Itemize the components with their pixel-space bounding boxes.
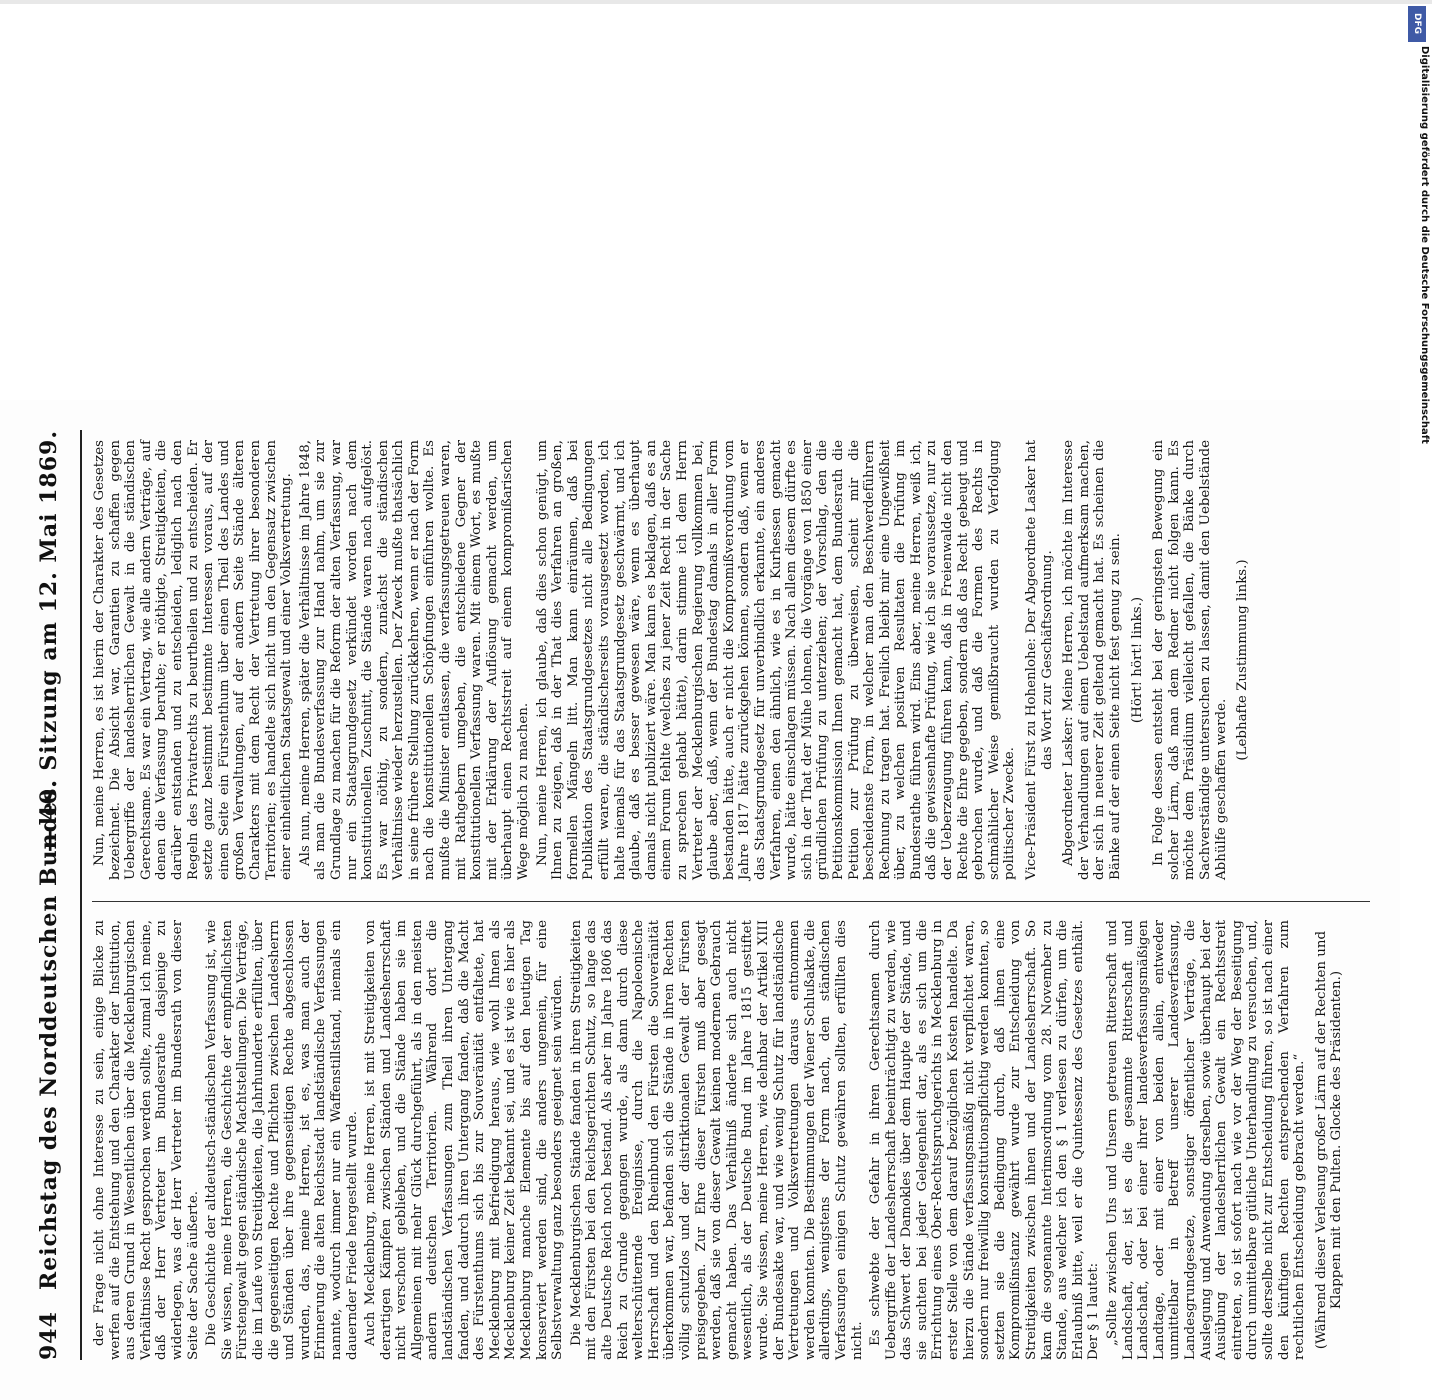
stage-direction: (Lebhafte Zustimmung links.) [1235,559,1251,761]
page-header [30,430,76,1360]
stage-direction: (Während dieser Verlesung großer Lärm auf der Rechten und Klappen mit den Pulten. Glocke des Präsidenten.) [1313,930,1345,1350]
paragraph: Auch Mecklenburg, meine Herren, ist mit Streitigkeiten von derartigen Kämpfen zwischen Ständen und Landesherrschaft nicht verschont geblieben, und die Stände haben sie im Allgemeinen mit mehr Glück durchgeführt, als in den meisten andern deutschen Territorien. Während dort die landständischen Verfassungen zum Theil ihren Untergang fanden, und dadurch ihren Untergang fanden, daß die Macht des Fürstenthums sich bis zur Souveränität entfaltete, hat Mecklenburg mit Befriedigung heraus, wie wohl Ihnen als Mecklenburg keiner Zeit bekannt sei, und es ist wie es hier als Mecklenburg manche Elemente bis auf den heutigen Tag konserviert werden sind, die anders ungemein, für eine Selbstverwaltung ganz besonders geeignet sein würden. [363,920,566,1360]
paragraph: Als nun, meine Herren, später die Verhältnisse im Jahre 1848, als man die Bundesverfassung zur Hand nahm, um sie zur Grundlage zu machen für die Reform der alten Verfassung, war nur ein Staatsgrundgesetz verkündet worden nach dem konstitutionellen Zuschnitt, die Stände waren nach aufgelöst. Es war nöthig, zu sondern, zunächst die ständischen Verhältnisse wieder herzustellen. Der Zweck mußte thatsächlich in seine frühere Stellung zurückkehren, wenn er nach der Form nach die konstitutionellen Schöpfungen einführen wollte. Es mußte die Minister entlassen, die verfassungsgetreuen waren, mit Rathgebern umgeben, die entschiedene Gegner der konstitutionellen Verfassung waren. Mit einem Wort, es mußte mit der Erklärung der Auflösung gemacht werden, um überhaupt einen Rechtsstreit auf einem kompromißarischen Wege möglich zu machen. [297,440,532,880]
scan-edge [0,0,1432,4]
column-divider [92,901,1370,902]
session-title: — 40. Sitzung am 12. Mai 1869. [36,430,62,853]
rotated-page-content [0,400,1400,1400]
digitization-stamp [1404,6,1430,696]
speaker-announcement: Vice-Präsident Fürst zu Hohenlohe: Der Abgeordnete Lasker hat das Wort zur Geschäftsordnung. [1024,440,1055,880]
paragraph: Nun, meine Herren, ich glaube, daß dies schon genügt, um Ihnen zu zeigen, daß in der That dies Verfahren an großen, formellen Mängeln litt. Man kann einräumen, daß bei Publikation des Staatsgrundgesetzes nicht alle Bedingungen erfüllt waren, die ständischerseits vorausgesetzt worden, ich halte niemals für das Staatsgrundgesetz geschwärmt, und ich glaube, daß es besser gewesen wäre, wenn es überhaupt damals nicht publiziert wäre. Man kann es beklagen, daß es an einem Forum fehlte (welches zu jener Zeit Recht in der Sache zu sprechen gehabt hätte), darin stimme ich dem Herrn Vertreter der Mecklenburgischen Regierung vollkommen bei, glaube aber, daß, wenn der Bundestag damals in aller Form bestanden hätte, auch er nicht die Kompromißverordnung vom Jahre 1817 hätte zurückgehen können, sondern daß, wenn er das Staatsgrundgesetz für unverbindlich erkannte, ein anderes Verfahren, einen den ähnlich, wie es in Kurhessen gemacht wurde, hätte einschlagen müssen. Nach allem diesem dürfte es sich in der That der Mühe lohnen, die Vorgänge von 1850 einer gründlichen Prüfung zu unterziehen; der Vorschlag, den die Petitionskommission Ihnen gemacht hat, dem Bundesrath die Petition zur Prüfung zu überweisen, scheint mir die bescheidenste Form, in welcher man den Beschwerdeführern Rechnung zu tragen hat. Freilich bleibt mir eine Ungewißheit über, zu welchen positiven Resultaten die Prüfung im Bundesrathe führen wird. Eins aber, meine Herren, weiß ich, daß die gewissenhafte Prüfung, wie ich sie voraussetze, nur zu der Ueberzeugung führen kann, daß in Freienwalde nicht den Rechte die Ehre gegeben, sondern daß das Recht gebeugt und gebrochen wurde, und daß die Formen des Rechts in schmählicher Weise gemißbraucht wurden zu Verfolgung politischer Zwecke. [534,440,1018,880]
quotation-paragraph: „Sollte zwischen Uns und Unsern getreuen Ritterschaft und Landschaft, der, ist es die gesammte Ritterschaft und Landschaft, oder bei einer ihrer landesverfassungsmäßigen Landtage, oder mit einer von beiden allein, entweder unmittelbar in Betreff unserer Landesverfassung, Landesgrundgesetze, sonstiger öffentlicher Verträge, die Auslegung und Anwendung derselben, sowie überhaupt bei der Ausübung der landesherrlichen Gewalt ein Rechtsstreit eintreten, so ist sofort nach wie vor der Weg der Beseitigung durch unmittelbare gütliche Unterhandlung zu versuchen, und, sollte derselbe nicht zur Entscheidung führen, so ist nach einer den künftigen Rechten entsprechenden Verfahren zum rechtlichen Entscheidung gebracht werden.“ [1105,920,1308,1360]
stage-direction: (Hört! hört! links.) [1129,596,1145,724]
running-title: Reichstag des Norddeutschen Bundes. [36,778,62,1290]
paragraph: In Folge dessen entsteht bei der geringsten Bewegung ein solcher Lärm, daß man dem Redner nicht folgen kann. Es möchte dem Präsidium vielleicht gefallen, die Bänke durch Sachverständige untersuchen zu lassen, damit den Uebelstände Abhülfe geschaffen werde. [1151,440,1229,880]
digitization-credit: Digitalisierung gefördert durch die Deutsche Forschungsgemeinschaft [1419,46,1430,444]
header-rule [80,430,82,1360]
paragraph: Es schwebte der Gefahr in ihren Gerechtsamen durch Uebergriffe der Landesherrschaft beeinträchtigt zu werden, wie das Schwert der Damokles über dem Haupte der Stände, und sie suchten bei jeder Gelegenheit dar, als es sich um die Errichtung eines Ober-Rechtsspruchgerichts in Mecklenburg in erster Stelle von dem darauf bezüglichen Kosten handelte. Da hierzu die Stände verfassungsmäßig nicht verpflichtet waren, sondern nur freiwillig konstitutionspflichtig werden konnten, so setzten sie die Bedingung durch, daß ihnen eine Kompromißinstanz gewährt wurde zur Entscheidung von Streitigkeiten zwischen ihnen und der Landesherrschaft. So kam die sogenannte Interimsordnung vom 28. November zu Stande, aus welcher ich den § 1 verlesen zu dürfen, um die Erlaubniß bitte, weil er die Quintessenz des Gesetzes enthält. Der § 1 lautet: [868,920,1102,1360]
left-column [92,920,1370,1360]
paragraph: der Frage nicht ohne Interesse zu sein, einige Blicke zu werfen auf die Entstehung und den Charakter der Institution, aus deren Grund in Wesentlichen über die Mecklenburgischen Verhältnisse Recht gesprochen werden sollte, zumal ich meine, daß der Herr Vertreter im Bundesrathe dasjenige zu widerlegen, was der Herr Vertreter im Bundesrath von dieser Seite der Sache äußerte. [92,920,201,1360]
paragraph: Nun, meine Herren, es ist hierin der Charakter des Gesetzes bezeichnet. Die Absicht war, Garantien zu schaffen gegen Uebergriffe der landesherrlichen Gewalt in die ständischen Gerechtsame. Es war ein Vertrag, wie alle andern Verträge, auf denen die Verfassung beruhte; er nöthigte, Streitigkeiten, die darüber entstanden und zu entscheiden, lediglich nach den Regeln des Privatrechts zu beurtheilen und zu entscheiden. Er setzte ganz bestimmt bestimmte Interessen voraus, auf der einen Seite ein Fürstenthum über einen Theil des Landes und großen Verwaltungen, auf der andern Seite Stände älteren Charakters mit dem Recht der Vertretung ihrer besonderen Territorien; es handelte sich nicht um den Gegensatz zwischen einer einheitlichen Staatsgewalt und einer Volksvertretung. [92,440,295,880]
paragraph: Abgeordneter Lasker: Meine Herren, ich möchte im Interesse der Verhandlungen auf einen Uebelstand aufmerksam machen, der sich in neuerer Zeit geltend gemacht hat. Es scheinen die Bänke auf der einen Seite nicht fest genug zu sein. [1061,440,1123,880]
paragraph: Die Mecklenburgischen Stände fanden in ihren Streitigkeiten mit den Fürsten bei den Reichsgerichten Schutz, so lange das alte Deutsche Reich noch bestand. Als aber im Jahre 1806 das Reich zu Grunde gegangen wurde, als dann durch diese welterschütternde Ereignisse, durch die Napoleonische Herrschaft und den Rheinbund den Fürsten die Souveränität überkommen war, befanden sich die Stände in ihren Rechten völlig schutzlos und der distriktionalen Gewalt der Fürsten preisgegeben. Zur Ehre dieser Fürsten muß aber gesagt werden, daß sie von dieser Gewalt keinen modernen Gebrauch gemacht haben. Das Verhältniß änderte sich auch nicht wesentlich, als der Deutsche Bund im Jahre 1815 gestiftet wurde. Sie wissen, meine Herren, wie dehnbar der Artikel XIII der Bundesakte war, und wie wenig Schutz für landständische Vertretungen und Volksvertretungen daraus entnommen werden konnten. Die Bestimmungen der Wiener Schlußakte, die allerdings, wenigstens der Form nach, den ständischen Verfassungen einigen Schutz gewähren sollten, erfüllten dies nicht. [568,920,865,1360]
dfg-logo: DFG [1408,6,1426,42]
paragraph: Die Geschichte der altdeutsch-ständischen Verfassung ist, wie Sie wissen, meine Herren, die Geschichte der empfindlichsten Fürstengewalt gegen ständische Machtstellungen. Die Verträge, die im Laufe von Streitigkeiten, die Jahrhunderte erfüllten, über die gegenseitigen Rechte und Pflichten zwischen Landesherrn und Ständen über ihre gegenseitigen Rechte abgeschlossen wurden, das, meine Herren, ist es, was man auch der Erinnerung die alten Reichsstadt landständische Verfassungen nannte, wodurch immer nur ein Waffenstillstand, niemals ein dauernder Friede hergestellt wurde. [204,920,360,1360]
right-column [92,440,1370,880]
page-number: 944 [36,1311,62,1360]
